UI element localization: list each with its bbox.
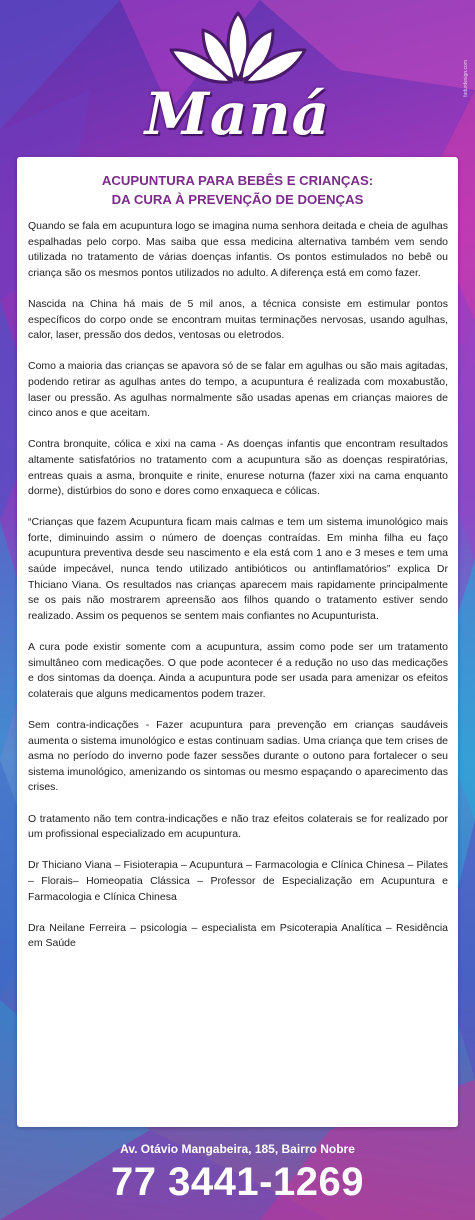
article-title-line-1: ACUPUNTURA PARA BEBÊS E CRIANÇAS: bbox=[101, 173, 374, 188]
article-card bbox=[17, 157, 458, 1127]
address-text: Av. Otávio Mangabeira, 185, Bairro Nobre bbox=[120, 1142, 355, 1156]
paragraph: Dr Thiciano Viana – Fisioterapia – Acupuntura – Farmacologia e Clínica Chinesa – Pilates – Florais– Homeopatia Clássica – Professor de Especialização em Acupuntura e Farmacologia e Clínica Chinesa bbox=[28, 859, 448, 903]
paragraph: “Crianças que fazem Acupuntura ficam mais calmas e tem um sistema imunológico mais forte, diminuindo assim o número de doenças contraídas. Em minha filha eu faço acupuntura preventiva desde seu nascimento e ela está com 1 ano e 3 meses e tem uma saúde impecável, nunca tendo utilizado antibióticos ou antinflamatórios” explica Dr Thiciano Viana. Os resultados nas crianças aparecem mais rapidamente principalmente se os pais não mostrarem apreensão aos filhos quando o tratamento estiver sendo realizado. Assim os pequenos se sentem mais confiantes no Acupunturista. bbox=[28, 516, 448, 622]
article-title bbox=[17, 171, 458, 209]
designer-credit: fadurdesign.com bbox=[463, 60, 469, 97]
paragraph: Dra Neilane Ferreira – psicologia – especialista em Psicoterapia Analítica – Residência em Saúde bbox=[28, 921, 448, 950]
paragraph: Contra bronquite, cólica e xixi na cama - As doenças infantis que encontram resultados altamente satisfatórios no tratamento com a acupuntura são as doenças respiratórias, entreas quais a asma, bronquite e rinite, enurese noturna (fazer xixi na cama enquanto dorme), distúrbios do sono e dores como enxaqueca e cólicas. bbox=[28, 438, 448, 498]
brand-logo bbox=[0, 8, 475, 148]
brand-wordmark: Maná bbox=[144, 80, 331, 148]
paragraph: Quando se fala em acupuntura logo se imagina numa senhora deitada e cheia de agulhas espalhadas pelo corpo. Mas saiba que essa medicina alternativa também vem sendo utilizada no tratamento de várias doenças infantis. Os pontos estimulados no bebê ou criança são os mesmos pontos utilizados no adulto. A diferença está em como fazer. bbox=[28, 220, 448, 279]
paragraph: A cura pode existir somente com a acupuntura, assim como pode ser um tratamento simultâneo com medicações. O que pode acontecer é a redução no uso das medicações e dos sintomas da doença. Ainda a acupuntura pode ser usada para amenizar os efeitos colaterais que alguns medicamentos podem trazer. bbox=[28, 641, 448, 700]
lotus-icon bbox=[163, 8, 313, 88]
article-title-line-2: DA CURA À PREVENÇÃO DE DOENÇAS bbox=[111, 192, 364, 207]
paragraph: Sem contra-indicações - Fazer acupuntura para prevenção em crianças saudáveis aumenta o sistema imunológico e estas continuam sadias. Uma criança que tem crises de asma no período do inverno pode fazer sessões durante o outono para fortalecer o seu sistema imunológico, amenizando os sintomas ou mesmo espaçando o aparecimento das crises. bbox=[28, 719, 448, 794]
article-body bbox=[28, 219, 448, 952]
paragraph: O tratamento não tem contra-indicações e não traz efeitos colaterais se for realizado por um profissional especializado em acupuntura. bbox=[28, 812, 448, 841]
paragraph: Como a maioria das crianças se apavora só de se falar em agulhas ou são mais agitadas, podendo retirar as agulhas antes do tempo, a acupuntura é realizada com moxabustão, laser ou pressão. As agulhas normalmente são usadas apenas em crianças maiores de cinco anos e que aceitam. bbox=[28, 360, 448, 420]
phone-number: 77 3441-1269 bbox=[111, 1160, 364, 1204]
paragraph: Nascida na China há mais de 5 mil anos, a técnica consiste em estimular pontos específicos do corpo onde se encontram muitas terminações nervosas, usando agulhas, calor, laser, pressão dos dedos, ventosas ou eletrodos. bbox=[28, 297, 448, 342]
